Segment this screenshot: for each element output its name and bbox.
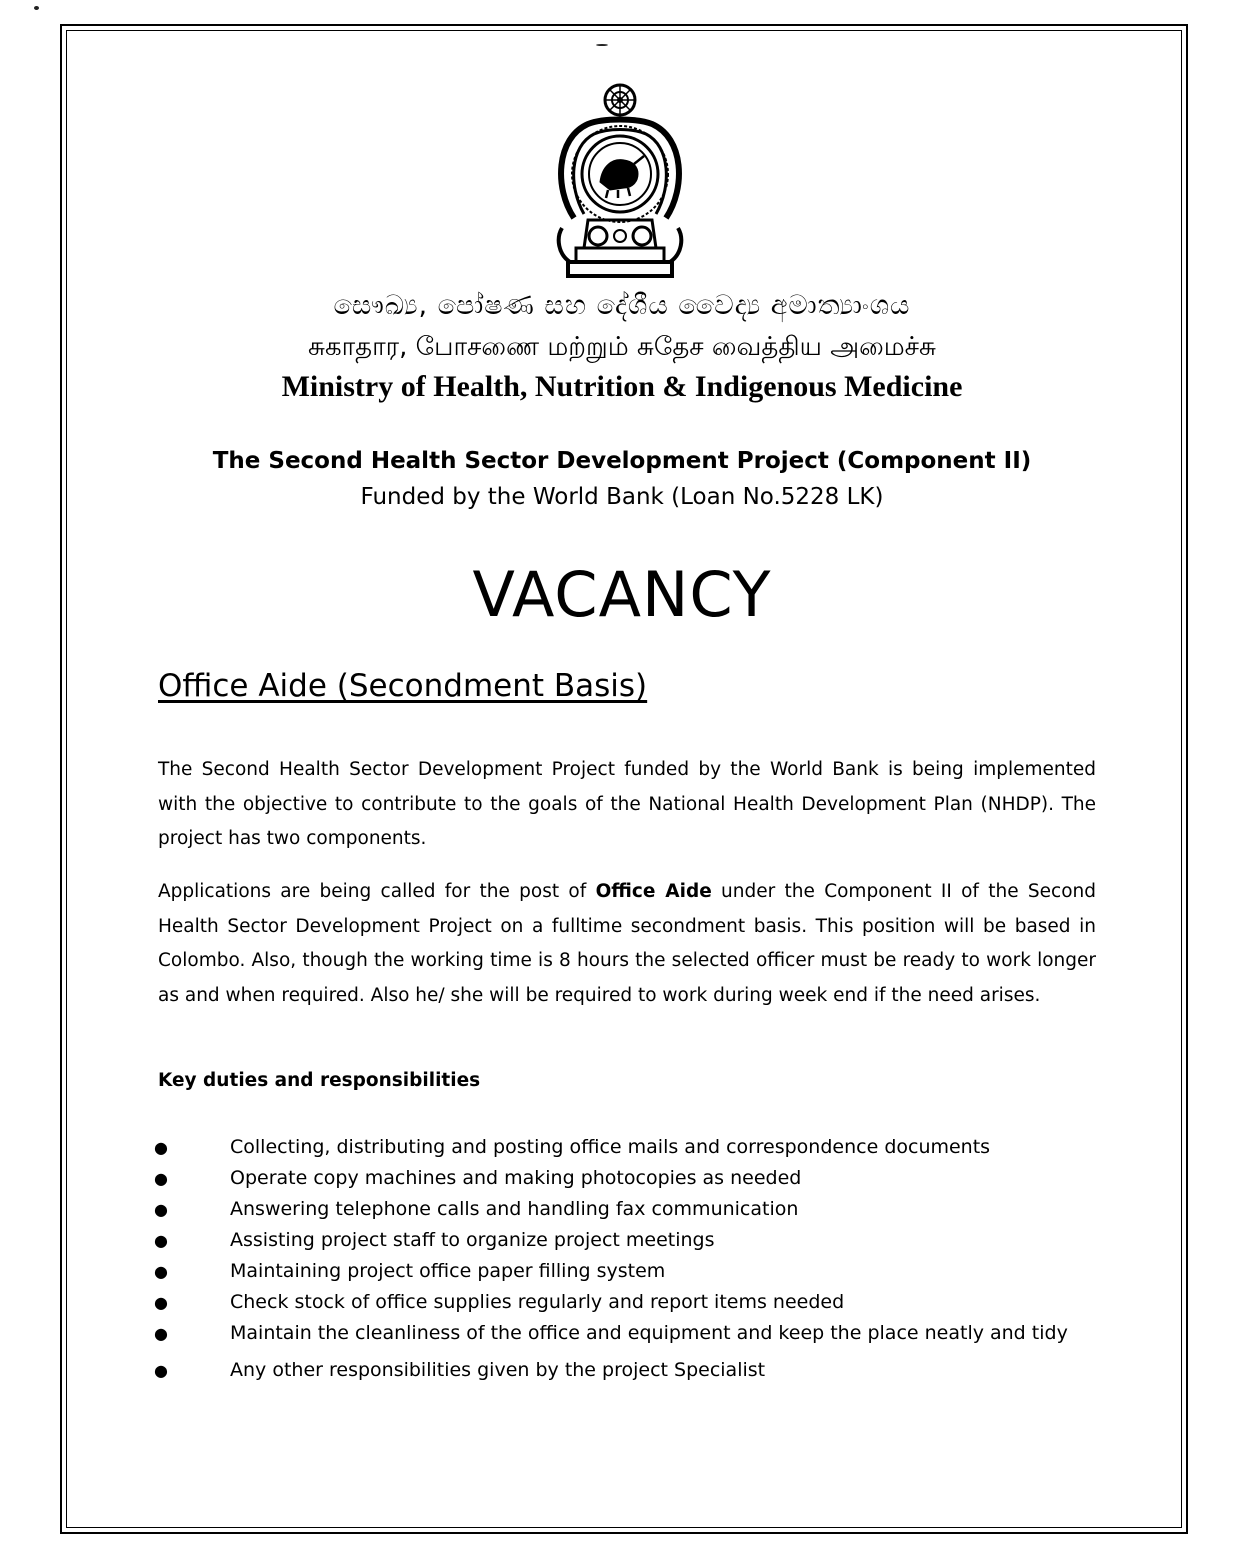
- paragraph-text: Applications are being called for the post of: [158, 881, 596, 902]
- bullet-icon: ●: [154, 1361, 168, 1380]
- scan-speck: [596, 44, 608, 46]
- ministry-name-tamil: சுகாதார, போசணை மற்றும் சுதேச வைத்திய அமைச்சு: [307, 332, 936, 362]
- project-name: The Second Health Sector Development Project (Component II): [212, 448, 1032, 474]
- bullet-icon: ●: [154, 1169, 168, 1188]
- scan-speck: [34, 6, 39, 10]
- bullet-icon: ●: [154, 1200, 168, 1219]
- ministry-name-english: Ministry of Health, Nutrition & Indigenous Medicine: [281, 370, 963, 403]
- project-description-paragraph: The Second Health Sector Development Project funded by the World Bank is being implemented with the objective to contribute to the goals of the National Health Development Plan (NHDP). The project has two components.: [158, 759, 1096, 849]
- ministry-name-sinhala: සෞඛ්‍ය, පෝෂණ සහ දේශීය වෛද්‍ය අමාත්‍යාංශය: [333, 290, 911, 321]
- paragraph-text: under the Component II of the Second Health Sector Development Project on a fulltime secondment basis. This position will be based in Colombo. Also, though the working time is 8 hours the selected officer must be ready to work longer as and when required. Also he/ she will be required to work during week end if the need arises.: [158, 881, 1096, 1006]
- application-details-paragraph: [158, 875, 1096, 1013]
- post-name-bold: Office Aide: [595, 881, 712, 902]
- bullet-icon: ●: [154, 1262, 168, 1281]
- project-funding: Funded by the World Bank (Loan No.5228 LK): [360, 484, 884, 510]
- bullet-icon: ●: [154, 1324, 168, 1343]
- sri-lanka-emblem-icon: [548, 78, 692, 282]
- bullet-icon: ●: [154, 1138, 168, 1157]
- duties-heading: Key duties and responsibilities: [158, 1070, 481, 1091]
- vacancy-heading: VACANCY: [472, 558, 772, 631]
- post-title: Office Aide (Secondment Basis): [158, 668, 648, 704]
- bullet-icon: ●: [154, 1293, 168, 1312]
- bullet-icon: ●: [154, 1231, 168, 1250]
